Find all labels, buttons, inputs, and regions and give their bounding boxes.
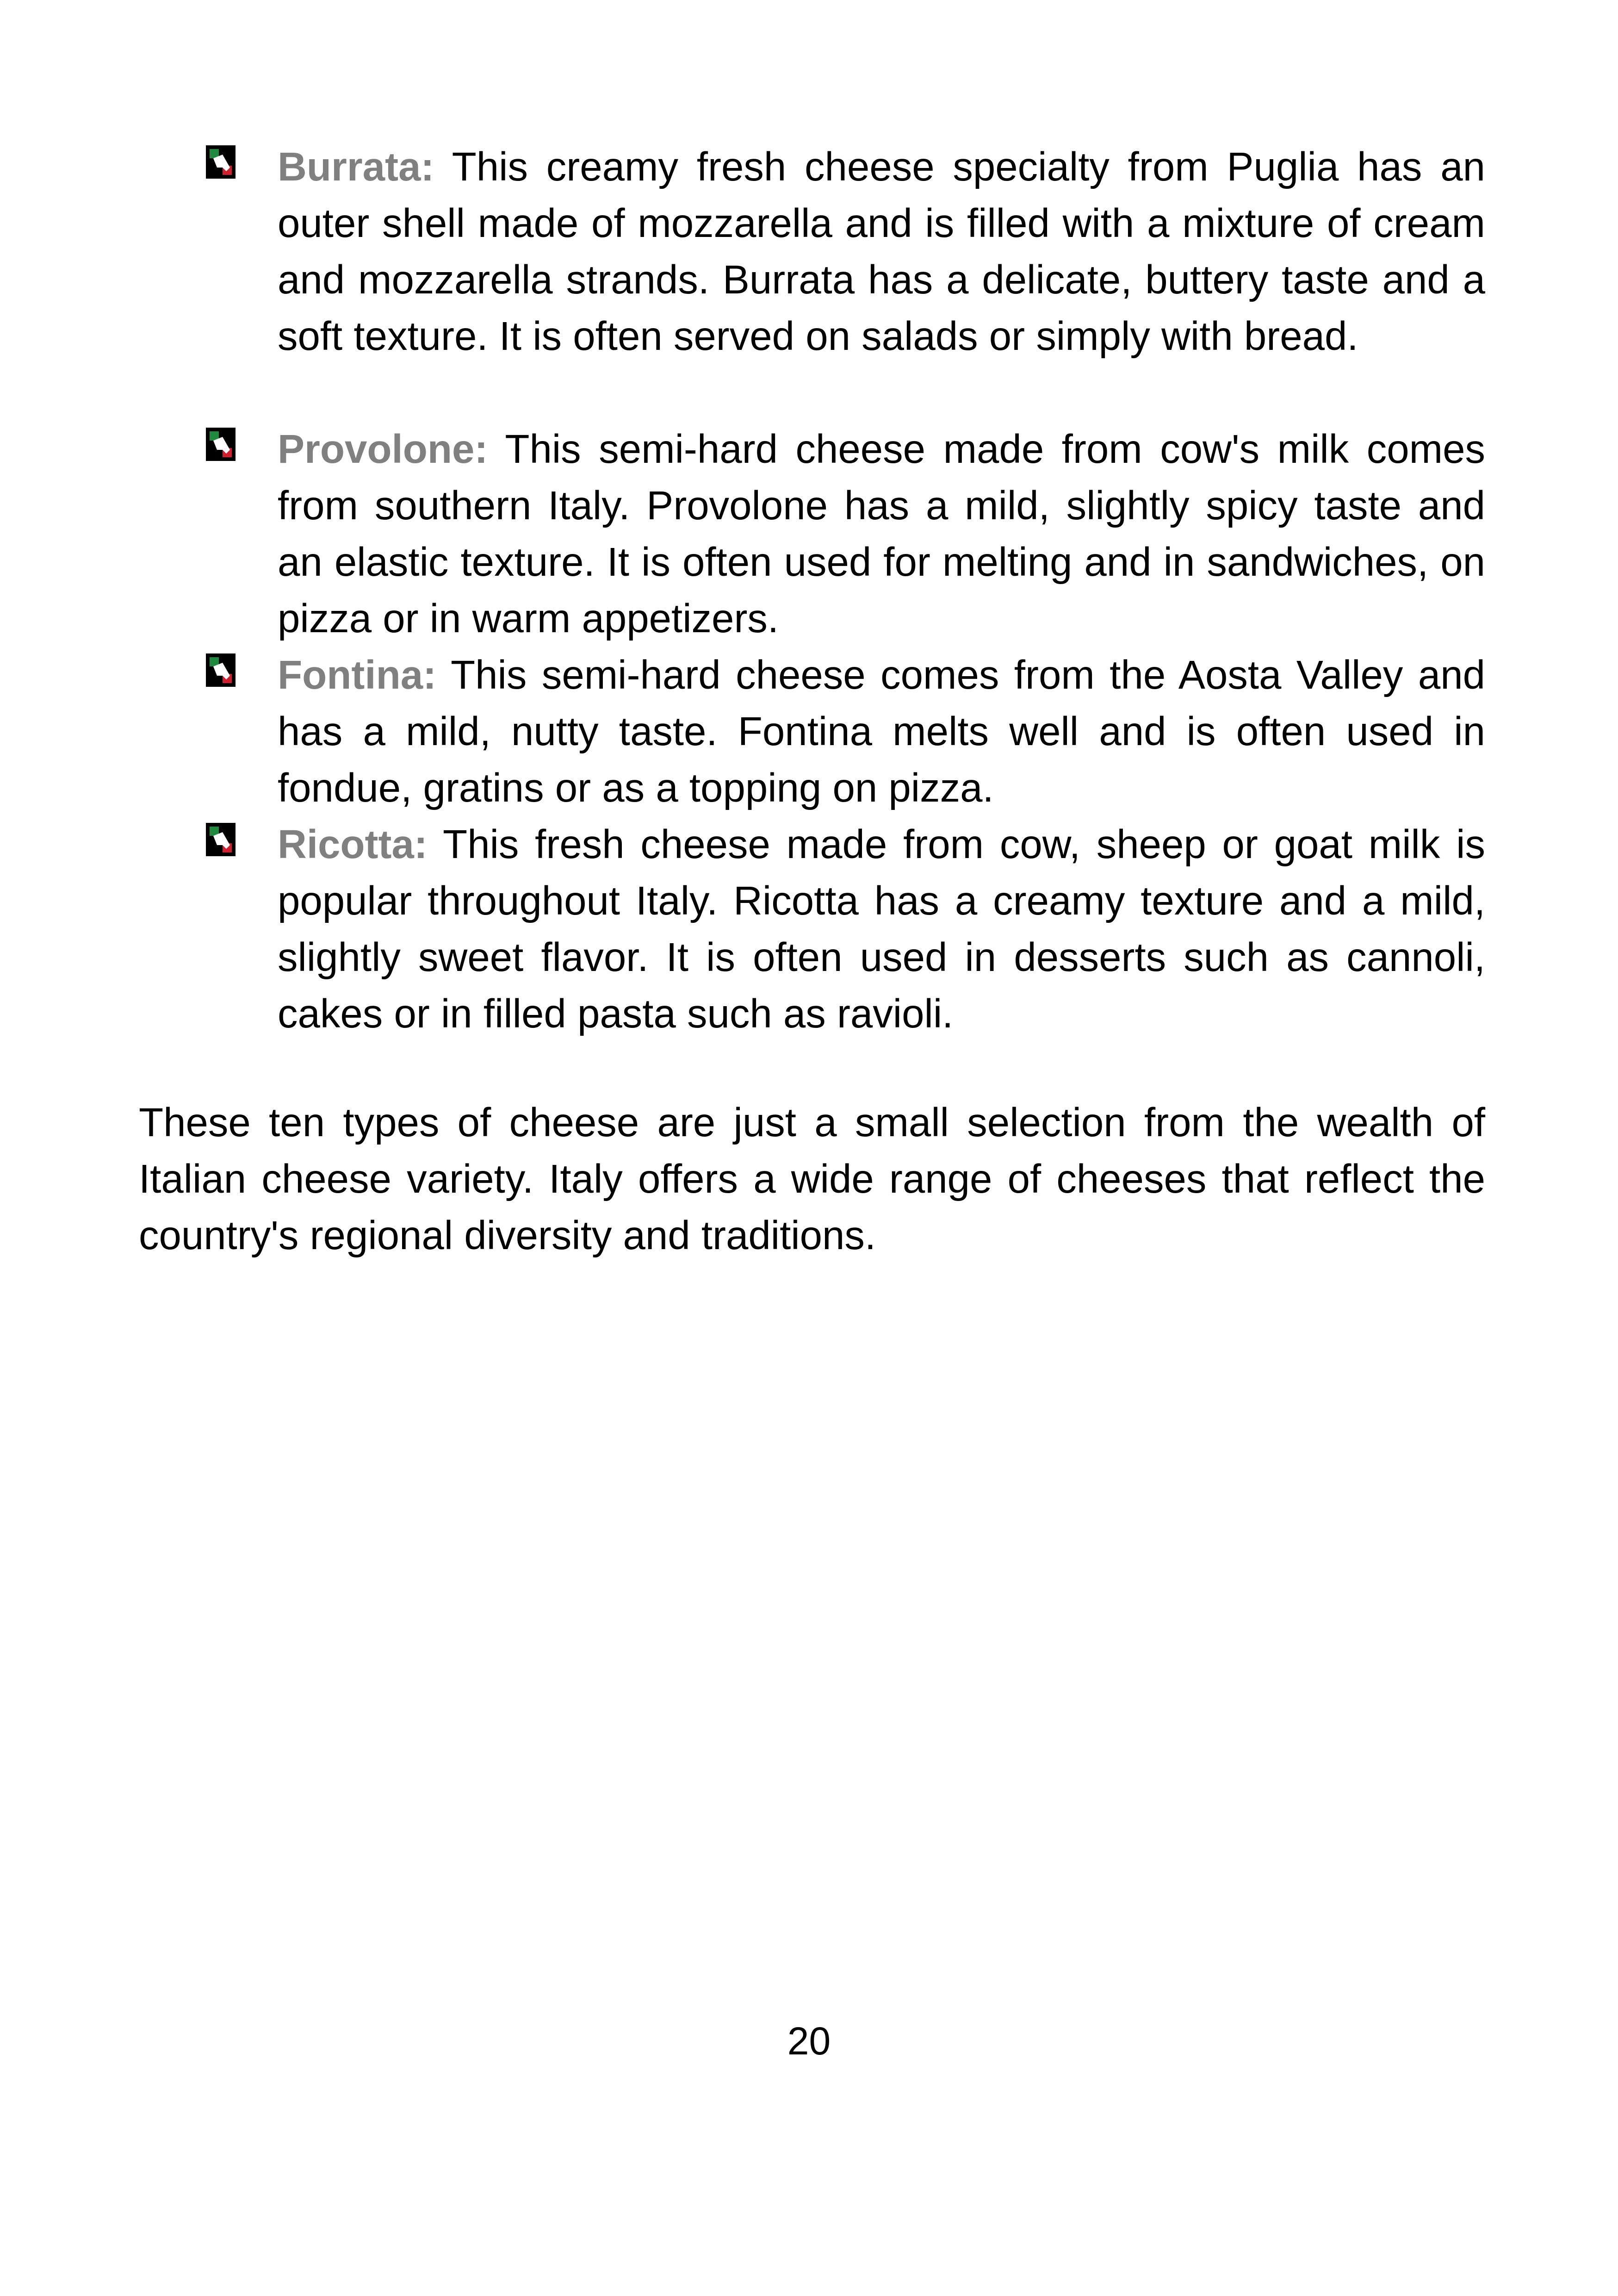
- list-item: [206, 139, 1485, 421]
- italy-flag-bullet-icon: [206, 428, 236, 461]
- cheese-name: Provolone:: [278, 427, 488, 472]
- list-item: [206, 647, 1485, 816]
- italy-flag-bullet-icon: [206, 145, 236, 179]
- cheese-name: Burrata:: [278, 144, 434, 189]
- page-number: 20: [787, 2019, 831, 2063]
- list-item: [206, 816, 1485, 1042]
- cheese-description: This creamy fresh cheese specialty from Puglia has an outer shell made of mozzarella and is filled with a mixture of cream and mozzarella strands. Burrata has a delicate, buttery taste and a soft texture. It is often served on salads or simply with bread.: [278, 144, 1485, 359]
- closing-paragraph: These ten types of cheese are just a small selection from the wealth of Italian cheese variety. Italy offers a wide range of cheeses that reflect the country's regional diversity and traditions.: [139, 1100, 1485, 1258]
- cheese-description: This fresh cheese made from cow, sheep or goat milk is popular throughout Italy. Ricotta has a creamy texture and a mild, slightly sweet flavor. It is often used in desserts such as cannoli, cakes or in filled pasta such as ravioli.: [278, 822, 1485, 1036]
- italy-flag-bullet-icon: [206, 653, 236, 687]
- cheese-name: Ricotta:: [278, 822, 428, 867]
- cheese-name: Fontina:: [278, 653, 437, 697]
- cheese-description: This semi-hard cheese made from cow's milk comes from southern Italy. Provolone has a mild, slightly spicy taste and an elastic texture. It is often used for melting and in sandwiches, on pizza or in warm appetizers.: [278, 427, 1485, 641]
- cheese-list: [206, 139, 1485, 1042]
- list-item: [206, 421, 1485, 647]
- italy-flag-bullet-icon: [206, 823, 236, 856]
- cheese-description: This semi-hard cheese comes from the Aosta Valley and has a mild, nutty taste. Fontina melts well and is often used in fondue, gratins or as a topping on pizza.: [278, 653, 1485, 810]
